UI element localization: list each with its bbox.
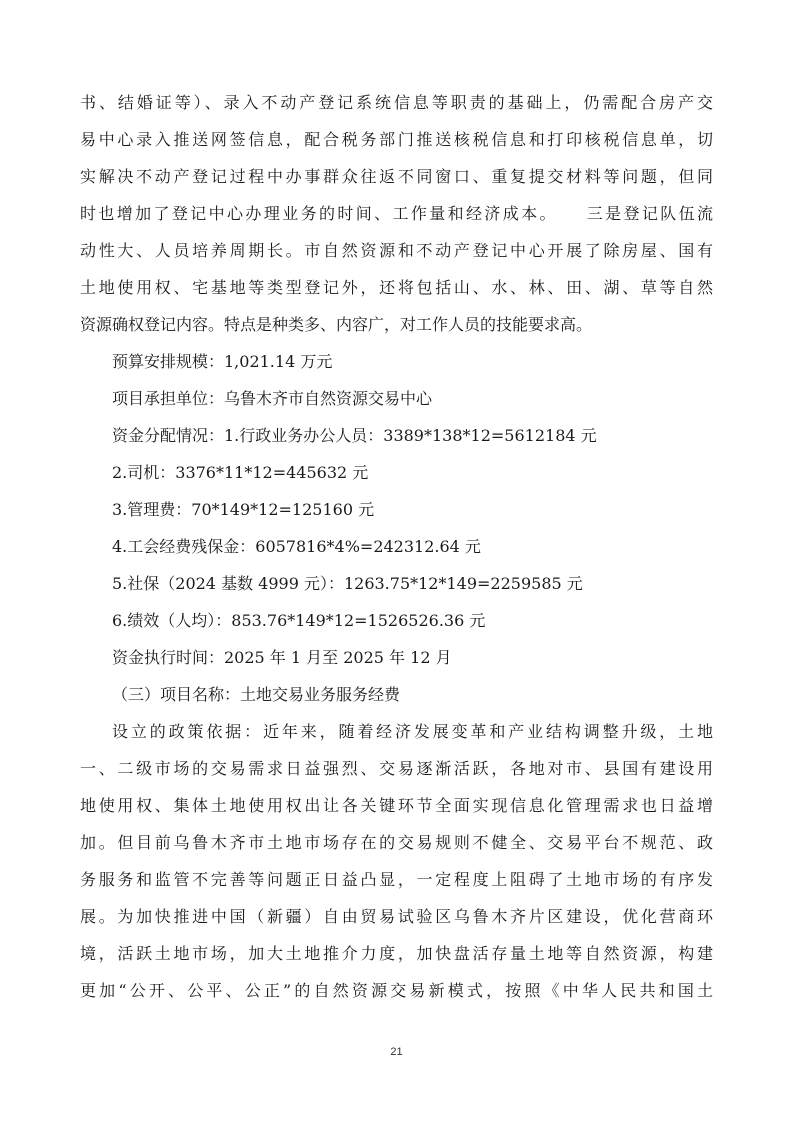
body-line: 地使用权、集体土地使用权出让各关键环节全面实现信息化管理需求也日益增 xyxy=(80,796,713,815)
fund-item-line: 6.绩效（人均）：853.76*149*12=1526526.36 元 xyxy=(112,611,486,630)
body-line: 一、二级市场的交易需求日益强烈、交易逐渐活跃，各地对市、县国有建设用 xyxy=(80,759,713,778)
body-line: 土地使用权、宅基地等类型登记外，还将包括山、水、林、田、湖、草等自然 xyxy=(80,278,713,297)
body-line: 境，活跃土地市场，加大土地推介力度，加快盘活存量土地等自然资源，构建 xyxy=(80,944,713,963)
fund-item-line: 3.管理费：70*149*12=125160 元 xyxy=(112,500,375,519)
body-line: 资源确权登记内容。特点是种类多、内容广，对工作人员的技能要求高。 xyxy=(80,315,593,334)
document-body xyxy=(80,84,713,1009)
body-line: 更加“公开、公平、公正”的自然资源交易新模式，按照《中华人民共和国土 xyxy=(80,981,713,1000)
body-line: 设立的政策依据：近年来，随着经济发展变革和产业结构调整升级，土地 xyxy=(112,722,713,741)
body-line: 书、结婚证等）、录入不动产登记系统信息等职责的基础上，仍需配合房产交 xyxy=(80,93,713,112)
execution-time-line: 资金执行时间：2025 年 1 月至 2025 年 12 月 xyxy=(112,648,452,667)
body-line: 实解决不动产登记过程中办事群众往返不同窗口、重复提交材料等问题，但同 xyxy=(80,167,713,186)
section-heading: （三）项目名称：土地交易业务服务经费 xyxy=(112,685,401,704)
body-line: 加。但目前乌鲁木齐市土地市场存在的交易规则不健全、交易平台不规范、政 xyxy=(80,833,713,852)
fund-allocation-line: 资金分配情况：1.行政业务办公人员：3389*138*12=5612184 元 xyxy=(112,426,597,445)
fund-item-line: 5.社保（2024 基数 4999 元）：1263.75*12*149=2259585 元 xyxy=(112,574,583,593)
body-line: 务服务和监管不完善等问题正日益凸显，一定程度上阻碍了土地市场的有序发 xyxy=(80,870,713,889)
body-line: 时也增加了登记中心办理业务的时间、工作量和经济成本。 三是登记队伍流 xyxy=(80,204,713,223)
fund-item-line: 2.司机：3376*11*12=445632 元 xyxy=(112,463,369,482)
budget-scale-line: 预算安排规模：1,021.14 万元 xyxy=(112,352,333,371)
page-number: 21 xyxy=(390,1046,403,1058)
fund-item-line: 4.工会经费残保金：6057816*4%=242312.64 元 xyxy=(112,537,481,556)
body-line: 展。为加快推进中国（新疆）自由贸易试验区乌鲁木齐片区建设，优化营商环 xyxy=(80,907,713,926)
body-line: 易中心录入推送网签信息，配合税务部门推送核税信息和打印核税信息单，切 xyxy=(80,130,713,149)
responsible-unit-line: 项目承担单位：乌鲁木齐市自然资源交易中心 xyxy=(112,389,433,408)
body-line: 动性大、人员培养周期长。市自然资源和不动产登记中心开展了除房屋、国有 xyxy=(80,241,713,260)
